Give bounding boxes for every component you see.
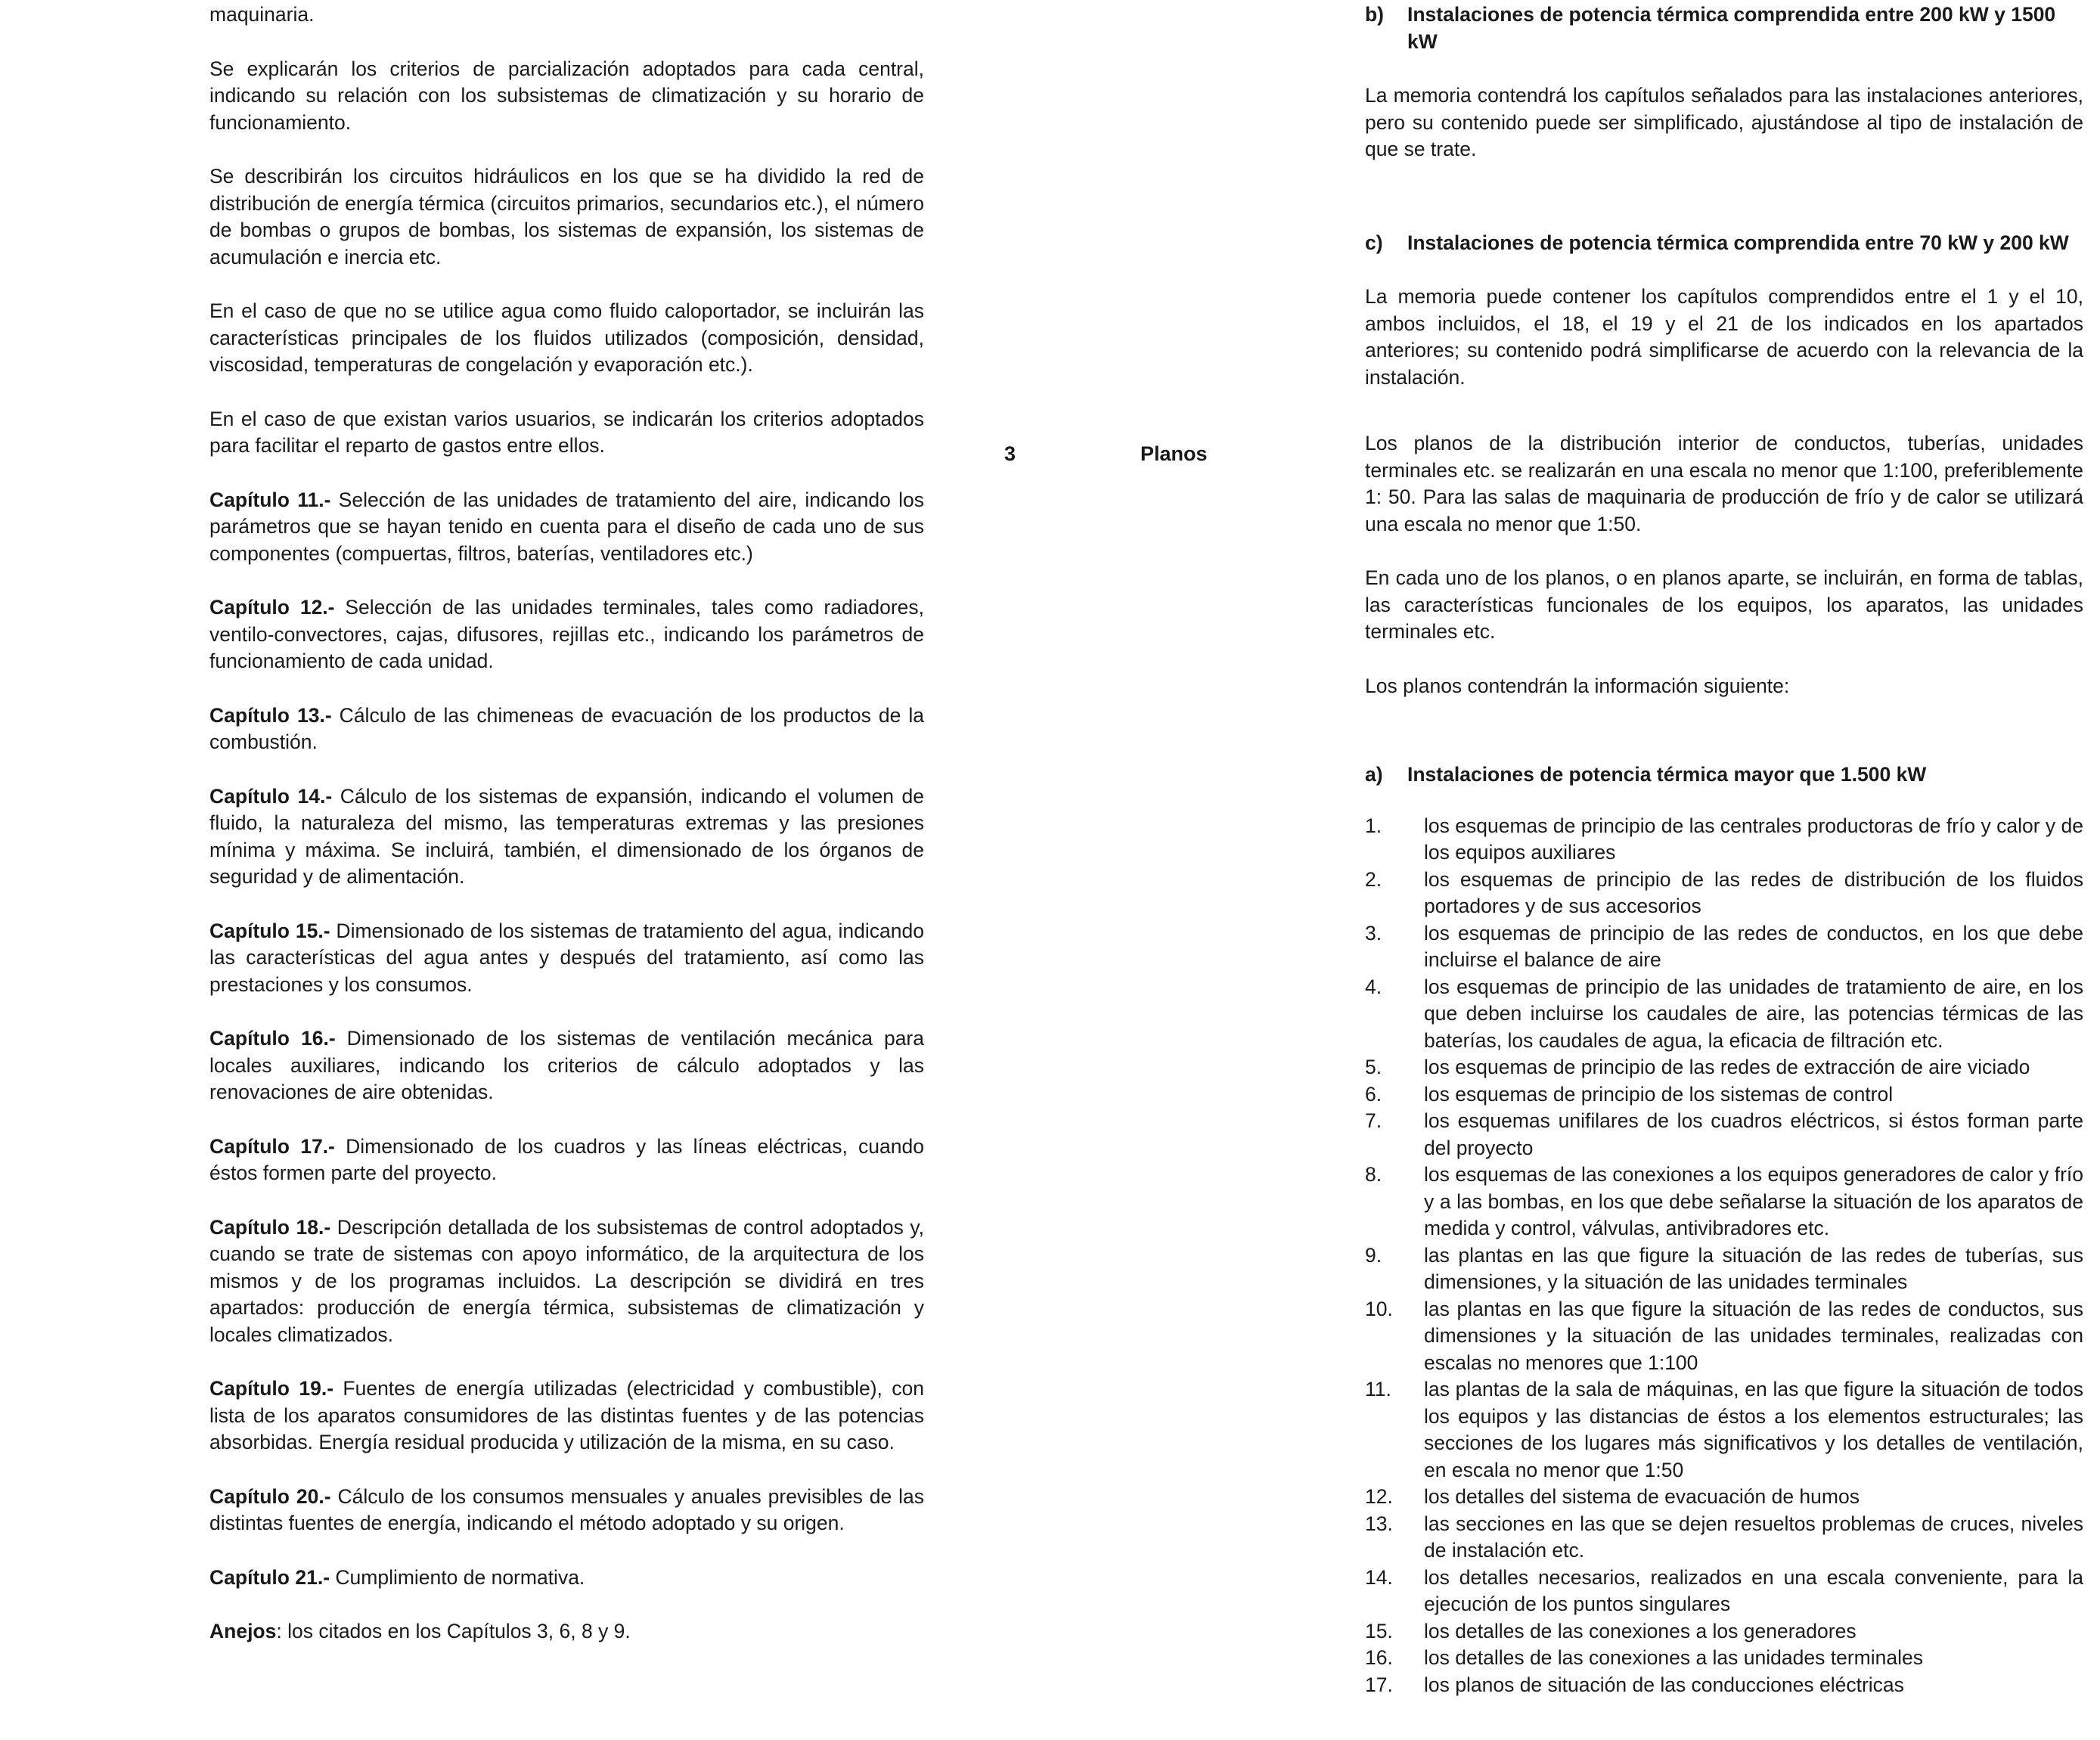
capitulo-label: Capítulo 21.- xyxy=(209,1565,330,1589)
paragraph-circuitos: Se describirán los circuitos hidráulicos en los que se ha dividido la red de distribución de energía térmica (circuitos primarios, secundarios etc.), el número de bombas o grupos de bombas, los sistemas de expansión, los sistemas de acumulación e inercia etc. xyxy=(209,165,924,268)
spacer xyxy=(1365,727,2083,761)
section-c-title: Instalaciones de potencia térmica comprendida entre 70 kW y 200 kW xyxy=(1407,231,2069,254)
item-text: los detalles del sistema de evacuación de humos xyxy=(1424,1485,1860,1508)
section-b-text: La memoria contendrá los capítulos señalados para las instalaciones anteriores, pero su contenido puede ser simplificado, ajustándose al tipo de instalación de que se trate. xyxy=(1365,84,2083,160)
planos-paragraph-tablas: En cada uno de los planos, o en planos aparte, se incluirán, en forma de tablas, las características funcionales de los equipos, los aparatos, las unidades terminales etc. xyxy=(1365,566,2083,643)
item-number: 2. xyxy=(1365,867,1382,891)
planos-items-list xyxy=(1365,813,2083,1699)
section-c-letter: c) xyxy=(1365,231,1383,254)
list-item xyxy=(1365,1296,2083,1377)
section-a-letter: a) xyxy=(1365,763,1383,786)
capitulo-text: Cumplimiento de normativa. xyxy=(330,1565,585,1589)
item-number: 11. xyxy=(1365,1378,1391,1400)
capitulo-19 xyxy=(209,1376,924,1456)
item-number: 9. xyxy=(1365,1243,1382,1267)
anejos-label: Anejos xyxy=(209,1620,277,1642)
list-item xyxy=(1365,1376,2083,1484)
item-text: los esquemas de principio de los sistemas de control xyxy=(1424,1082,1894,1106)
item-number: 6. xyxy=(1365,1082,1382,1106)
list-item xyxy=(1365,1054,2083,1081)
capitulo-18 xyxy=(209,1214,924,1349)
list-item xyxy=(1365,1618,2083,1645)
list-item xyxy=(1365,1108,2083,1162)
capitulo-20 xyxy=(209,1484,924,1537)
item-text: las plantas en las que figure la situación de las redes de tuberías, sus dimensiones, y la situación de las unidades terminales xyxy=(1424,1243,2083,1293)
capitulo-label: Capítulo 20.- xyxy=(209,1484,331,1508)
list-item xyxy=(1365,974,2083,1055)
capitulo-label: Capítulo 15.- xyxy=(209,919,330,942)
item-text: los esquemas unifilares de los cuadros eléctricos, si éstos forman parte del proyecto xyxy=(1424,1109,2083,1159)
capitulo-16 xyxy=(209,1025,924,1106)
item-number: 14. xyxy=(1365,1565,1393,1589)
list-item xyxy=(1365,1511,2083,1565)
capitulo-11 xyxy=(209,487,924,568)
capitulo-label: Capítulo 11.- xyxy=(209,488,331,511)
right-column xyxy=(1365,0,2083,1698)
anejos xyxy=(209,1618,924,1645)
list-item xyxy=(1365,1565,2083,1618)
item-number: 10. xyxy=(1365,1297,1393,1320)
paragraph-maquinaria: maquinaria. xyxy=(209,3,315,26)
item-number: 15. xyxy=(1365,1619,1393,1642)
section-c-text: La memoria puede contener los capítulos comprendidos entre el 1 y el 10, ambos incluidos, el 18, el 19 y el 21 de los indicados en los apartados anteriores; su contenido podrá simplificarse de acuerdo con la relevancia de la instalación. xyxy=(1365,285,2083,389)
capitulo-15 xyxy=(209,918,924,999)
section-c-heading xyxy=(1365,230,2083,257)
section-b-letter: b) xyxy=(1365,3,1385,26)
item-text: los detalles de las conexiones a los generadores xyxy=(1424,1619,1856,1642)
left-column xyxy=(209,0,924,1673)
list-item xyxy=(1365,813,2083,867)
paragraph-fluidos: En el caso de que no se utilice agua como fluido caloportador, se incluirán las características principales de los fluidos utilizados (composición, densidad, viscosidad, temperaturas de congelación y evaporación etc.). xyxy=(209,299,924,376)
list-item xyxy=(1365,867,2083,920)
capitulo-text: Descripción detallada de los subsistemas de control adoptados y, cuando se trate de sistemas con apoyo informático, de la arquitectura de los mismos y de los programas incluidos. La descripción se dividirá en tres apartados: producción de energía térmica, subsistemas de climatización y locales climatizados. xyxy=(209,1215,924,1346)
item-number: 5. xyxy=(1365,1056,1382,1078)
list-item xyxy=(1365,1162,2083,1242)
capitulo-13 xyxy=(209,703,924,756)
list-item xyxy=(1365,920,2083,974)
capitulo-label: Capítulo 18.- xyxy=(209,1215,331,1239)
item-text: los planos de situación de las conducciones eléctricas xyxy=(1424,1673,1904,1696)
item-number: 13. xyxy=(1365,1512,1393,1535)
anejos-text: : los citados en los Capítulos 3, 6, 8 y 9. xyxy=(276,1620,631,1642)
capitulo-text: Dimensionado de los sistemas de tratamiento del agua, indicando las características del agua antes y después del tratamiento, así como las prestaciones y los consumos. xyxy=(209,919,924,996)
capitulo-text: Dimensionado de los cuadros y las líneas eléctricas, cuando éstos formen parte del proyecto. xyxy=(209,1134,924,1184)
item-text: los esquemas de principio de las centrales productoras de frío y calor y de los equipos auxiliares xyxy=(1424,814,2084,864)
capitulo-text: Fuentes de energía utilizadas (electricidad y combustible), con lista de los aparatos consumidores de las distintas fuentes y de las potencias absorbidas. Energía residual producida y utilización de la misma, en su caso. xyxy=(209,1377,924,1453)
capitulo-17 xyxy=(209,1134,924,1187)
item-number: 12. xyxy=(1365,1485,1393,1508)
list-item xyxy=(1365,1672,2083,1699)
capitulo-text: Cálculo de los sistemas de expansión, indicando el volumen de fluido, la naturaleza del mismo, las temperaturas extremas y las presiones mínima y máxima. Se incluirá, también, el dimensionado de los órganos de seguridad y de alimentación. xyxy=(209,784,924,888)
item-text: los esquemas de principio de las redes de distribución de los fluidos portadores y de sus accesorios xyxy=(1424,867,2083,917)
capitulo-label: Capítulo 17.- xyxy=(209,1134,335,1158)
spacer xyxy=(1365,418,2083,430)
item-text: los esquemas de principio de las redes de conductos, en los que debe incluirse el balance de aire xyxy=(1424,921,2083,971)
list-item xyxy=(1365,1081,2083,1109)
item-number: 7. xyxy=(1365,1109,1382,1132)
capitulo-21 xyxy=(209,1565,924,1592)
item-text: los detalles necesarios, realizados en una escala conveniente, para la ejecución de los puntos singulares xyxy=(1424,1565,2083,1615)
capitulo-label: Capítulo 12.- xyxy=(209,596,335,619)
item-text: las plantas en las que figure la situación de las redes de conductos, sus dimensiones y la situación de las unidades terminales, realizadas con escalas no menores que 1:100 xyxy=(1424,1297,2083,1374)
item-text: las secciones en las que se dejen resueltos problemas de cruces, niveles de instalación etc. xyxy=(1424,1512,2083,1562)
capitulo-label: Capítulo 19.- xyxy=(209,1377,334,1400)
paragraph-parcializacion: Se explicarán los criterios de parcialización adoptados para cada central, indicando su relación con los subsistemas de climatización y su horario de funcionamiento. xyxy=(209,57,924,134)
item-text: los esquemas de principio de las unidades de tratamiento de aire, en los que deben incluirse los caudales de aire, las potencias térmicas de las baterías, los caudales de agua, la eficacia de filtración etc. xyxy=(1424,975,2083,1052)
capitulo-text: Selección de las unidades terminales, tales como radiadores, ventilo-convectores, cajas, difusores, rejillas etc., indicando los parámetros de funcionamiento de cada unidad. xyxy=(209,596,924,672)
capitulo-text: Dimensionado de los sistemas de ventilación mecánica para locales auxiliares, indicando los criterios de cálculo adoptados y las renovaciones de aire obtenidas. xyxy=(209,1027,924,1103)
list-item xyxy=(1365,1242,2083,1296)
item-number: 1. xyxy=(1365,814,1382,837)
planos-paragraph-escala: Los planos de la distribución interior de conductos, tuberías, unidades terminales etc. se realizarán en una escala no menor que 1:100, preferiblemente 1: 50. Para las salas de maquinaria de producción de frío y de calor se utilizará una escala no menor que 1:50. xyxy=(1365,432,2083,535)
capitulo-text: Selección de las unidades de tratamiento del aire, indicando los parámetros que se hayan tenido en cuenta para el diseño de cada uno de sus componentes (compuertas, filtros, baterías, ventiladores etc.) xyxy=(209,488,924,565)
item-text: los esquemas de principio de las redes de extracción de aire viciado xyxy=(1424,1056,2030,1078)
spacer xyxy=(1365,191,2083,230)
section-title: Planos xyxy=(1140,442,1208,465)
capitulo-12 xyxy=(209,594,924,675)
section-b-title: Instalaciones de potencia térmica comprendida entre 200 kW y 1500 kW xyxy=(1407,3,2056,53)
item-number: 17. xyxy=(1365,1673,1393,1696)
section-a-heading xyxy=(1365,761,2083,789)
capitulo-label: Capítulo 14.- xyxy=(209,784,333,808)
paragraph-usuarios: En el caso de que existan varios usuarios, se indicarán los criterios adoptados para facilitar el reparto de gastos entre ellos. xyxy=(209,407,924,457)
list-item xyxy=(1365,1484,2083,1511)
capitulo-label: Capítulo 13.- xyxy=(209,703,332,727)
capitulo-label: Capítulo 16.- xyxy=(209,1027,336,1050)
capitulo-text: Cálculo de las chimeneas de evacuación de los productos de la combustión. xyxy=(209,703,925,753)
capitulo-text: Cálculo de los consumos mensuales y anuales previsibles de las distintas fuentes de energía, indicando el método adoptado y su origen. xyxy=(209,1484,925,1534)
item-number: 3. xyxy=(1365,921,1382,944)
capitulo-14 xyxy=(209,783,924,891)
item-number: 8. xyxy=(1365,1163,1382,1186)
section-number: 3 xyxy=(1004,442,1016,465)
planos-paragraph-info: Los planos contendrán la información siguiente: xyxy=(1365,674,1790,697)
list-item xyxy=(1365,1645,2083,1672)
item-number: 16. xyxy=(1365,1646,1393,1669)
item-text: los esquemas de las conexiones a los equipos generadores de calor y frío y a las bombas, en los que debe señalarse la situación de los aparatos de medida y control, válvulas, antivibradores etc. xyxy=(1424,1163,2083,1239)
item-number: 4. xyxy=(1365,975,1382,998)
section-b-heading xyxy=(1365,2,2083,55)
item-text: las plantas de la sala de máquinas, en las que figure la situación de todos los equipos y las distancias de éstos a los elementos estructurales; las secciones de los lugares más significativos y los detalles de ventilación, en escala no menor que 1:50 xyxy=(1424,1378,2083,1481)
section-a-title: Instalaciones de potencia térmica mayor que 1.500 kW xyxy=(1407,763,1927,786)
item-text: los detalles de las conexiones a las unidades terminales xyxy=(1424,1646,1923,1669)
